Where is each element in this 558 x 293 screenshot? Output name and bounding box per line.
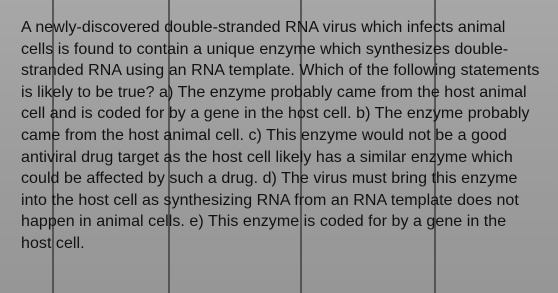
- question-text: A newly-discovered double-stranded RNA virus which infects animal cells is found to contain a unique enzyme which synthesizes double-stranded RNA using an RNA template. Which of the following statements is likely to be true? a) The enzyme probably came from the host animal cell and is coded for by a gene in the host cell. b) The enzyme probably came from the host animal cell. c) This enzyme would not be a good antiviral drug target as the host cell likely has a similar enzyme which could be affected by such a drug. d) The virus must bring this enzyme into the host cell as synthesizing RNA from an RNA template does not happen in animal cells. e) This enzyme is coded for by a gene in the host cell.: [21, 19, 540, 252]
